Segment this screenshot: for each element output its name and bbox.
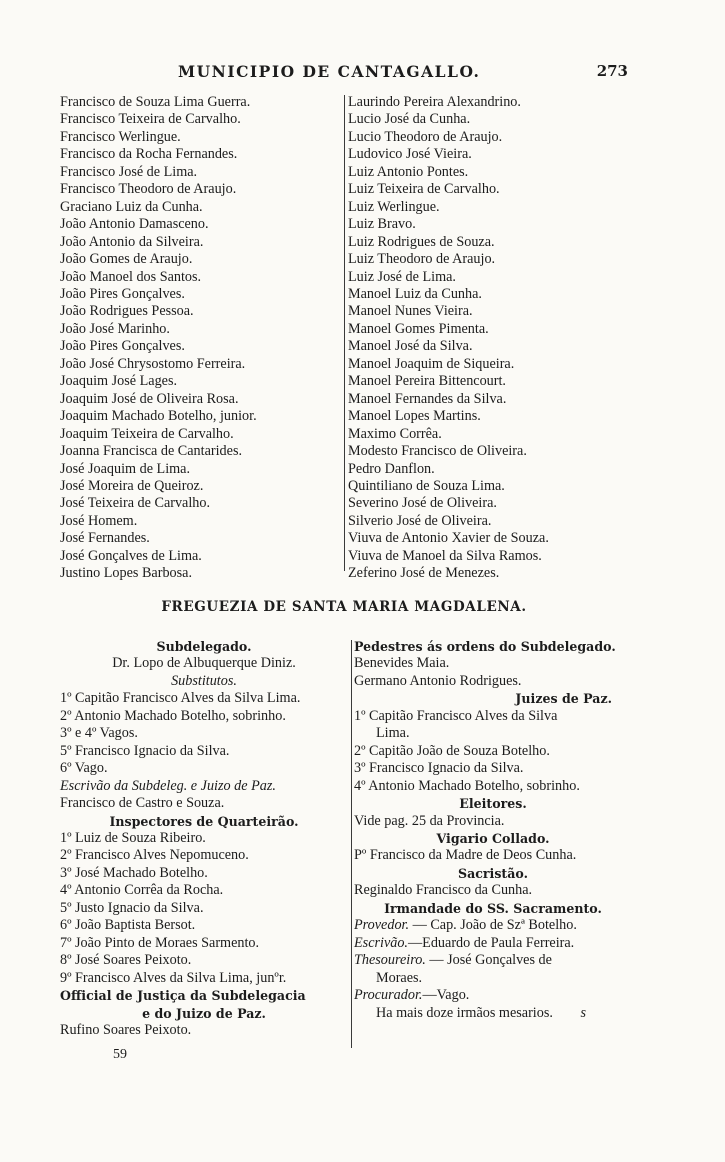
name-entry: José Teixeira de Carvalho. [60, 495, 211, 512]
irmandade-heading: Irmandade do SS. Sacramento. [384, 900, 602, 916]
tesoureiro-line [354, 952, 632, 969]
pedestre-entry: Germano Antonio Rodrigues. [354, 672, 522, 689]
name-entry: Francisco de Souza Lima Guerra. [60, 94, 251, 110]
procurador-label: Procurador. [354, 987, 423, 1004]
name-entry: João Manoel dos Santos. [60, 268, 202, 285]
name-entry: Lucio José da Cunha. [348, 111, 471, 128]
name-entry: Luiz Rodrigues de Souza. [348, 233, 495, 250]
procurador-line [354, 987, 632, 1004]
name-entry: Joaquim Teixeira de Carvalho. [60, 425, 234, 442]
officials-left-column [60, 638, 348, 1039]
name-entry: Laurindo Pereira Alexandrino. [348, 94, 521, 110]
provedor-line [354, 917, 632, 934]
sacristao-heading: Sacristão. [458, 865, 528, 881]
name-entry: Manoel José da Silva. [348, 338, 473, 355]
official-name: Rufino Soares Peixoto. [60, 1021, 192, 1038]
column-divider-bottom [351, 640, 352, 1048]
column-divider-top [344, 95, 345, 571]
name-entry: João Pires Gonçalves. [60, 338, 185, 355]
name-entry: Ludovico José Vieira. [348, 146, 472, 163]
inspector-entry: 3º José Machado Botelho. [60, 864, 208, 881]
official-heading-line-2: e do Juizo de Paz. [142, 1005, 266, 1021]
name-entry: Viuva de Antonio Xavier de Souza. [348, 530, 549, 547]
name-entry: Manoel Joaquim de Siqueira. [348, 355, 515, 372]
inspector-entry: 8º José Soares Peixoto. [60, 952, 192, 969]
name-entry: Maximo Corrêa. [348, 425, 442, 442]
substituto-entry: 5º Francisco Ignacio da Silva. [60, 742, 230, 759]
juizes-heading: Juizes de Paz. [515, 691, 612, 707]
name-entry: Joaquim José de Oliveira Rosa. [60, 390, 239, 407]
name-entry: Francisco José de Lima. [60, 163, 198, 180]
eleitores-text: Vide pag. 25 da Provincia. [354, 812, 505, 829]
mesarios-text: Ha mais doze irmãos mesarios. [376, 1004, 553, 1021]
names-list-left [60, 94, 340, 583]
page-folio: 59 [113, 1047, 127, 1062]
name-entry: Joaquim José Lages. [60, 373, 178, 390]
provedor-label: Provedor. [354, 917, 410, 934]
name-entry: Luiz Teixeira de Carvalho. [348, 181, 500, 198]
substituto-entry: 2º Antonio Machado Botelho, sobrinho. [60, 707, 286, 724]
name-entry: João José Marinho. [60, 320, 170, 337]
escrivao-label: Escrivão da Subdeleg. e Juizo de Paz. [60, 777, 276, 794]
name-entry: Manoel Gomes Pimenta. [348, 320, 489, 337]
escrivao-line [354, 935, 632, 952]
name-entry: José Moreira de Queiroz. [60, 477, 204, 494]
section-title: FREGUEZIA DE SANTA MARIA MAGDALENA. [161, 599, 527, 615]
juiz-1-cont: Lima. [376, 725, 410, 742]
name-entry: Manoel Fernandes da Silva. [348, 390, 507, 407]
tesoureiro-cont: Moraes. [376, 969, 423, 986]
substitutos-heading: Substitutos. [171, 672, 237, 689]
name-entry: João José Chrysostomo Ferreira. [60, 355, 246, 372]
pedestres-heading: Pedestres ás ordens do Subdelegado. [354, 639, 616, 654]
name-entry: Joaquim Machado Botelho, junior. [60, 408, 257, 425]
name-entry: Luiz Theodoro de Araujo. [348, 251, 496, 268]
escrivao-name: Francisco de Castro e Souza. [60, 795, 225, 812]
name-entry: Manoel Lopes Martins. [348, 408, 481, 425]
escrivao-irmandade-value: —Eduardo de Paula Ferreira. [407, 934, 575, 951]
name-entry: Viuva de Manoel da Silva Ramos. [348, 547, 542, 564]
name-entry: José Joaquim de Lima. [60, 460, 191, 477]
name-entry: Justino Lopes Barbosa. [60, 565, 193, 582]
substituto-entry: 1º Capitão Francisco Alves da Silva Lima. [60, 690, 301, 707]
pedestres-list [354, 655, 632, 690]
name-entry: Manoel Nunes Vieira. [348, 303, 473, 320]
name-entry: João Rodrigues Pessoa. [60, 303, 194, 320]
tesoureiro-value: — José Gonçalves de [429, 952, 552, 969]
sacristao-name: Reginaldo Francisco da Cunha. [354, 882, 533, 899]
names-list-right [348, 94, 628, 583]
name-entry: José Gonçalves de Lima. [60, 547, 202, 564]
substituto-entry: 3º e 4º Vagos. [60, 725, 138, 742]
name-entry: Joanna Francisca de Cantarides. [60, 443, 243, 460]
substitutos-list [60, 690, 348, 777]
juiz-entry: 3º Francisco Ignacio da Silva. [354, 760, 524, 777]
inspector-entry: 2º Francisco Alves Nepomuceno. [60, 847, 249, 864]
juizes-list [354, 743, 632, 795]
juiz-1-line: 1º Capitão Francisco Alves da Silva [354, 707, 558, 724]
name-entry: Luiz Werlingue. [348, 198, 440, 215]
eleitores-heading: Eleitores. [459, 796, 527, 812]
inspector-entry: 4º Antonio Corrêa da Rocha. [60, 882, 224, 899]
escrivao-irmandade-label: Escrivão. [354, 934, 408, 951]
mesarios-line [354, 1005, 632, 1022]
officials-right-column [354, 638, 632, 1022]
name-entry: Francisco Teixeira de Carvalho. [60, 111, 241, 128]
procurador-value: —Vago. [422, 987, 470, 1004]
name-entry: Modesto Francisco de Oliveira. [348, 443, 527, 460]
pedestre-entry: Benevides Maia. [354, 655, 450, 672]
vigario-name: Pº Francisco da Madre de Deos Cunha. [354, 847, 577, 864]
inspector-entry: 5º Justo Ignacio da Silva. [60, 899, 204, 916]
name-entry: Graciano Luiz da Cunha. [60, 198, 203, 215]
running-header [60, 62, 628, 84]
vigario-heading: Vigario Collado. [436, 830, 550, 846]
juiz-entry: 4º Antonio Machado Botelho, sobrinho. [354, 777, 580, 794]
name-entry: Francisco Werlingue. [60, 128, 181, 145]
name-entry: Luiz Antonio Pontes. [348, 163, 469, 180]
name-entry: Francisco da Rocha Fernandes. [60, 146, 238, 163]
name-entry: Lucio Theodoro de Araujo. [348, 128, 503, 145]
name-entry: João Antonio Damasceno. [60, 216, 209, 233]
official-heading-line-1: Official de Justiça da Subdelegacia [60, 988, 306, 1004]
name-entry: Manoel Pereira Bittencourt. [348, 373, 506, 390]
name-entry: João Antonio da Silveira. [60, 233, 204, 250]
name-entry: Silverio José de Oliveira. [348, 512, 492, 529]
name-entry: João Pires Gonçalves. [60, 285, 185, 302]
substituto-entry: 6º Vago. [60, 760, 108, 777]
name-entry: José Fernandes. [60, 530, 150, 547]
name-entry: Francisco Theodoro de Araujo. [60, 181, 237, 198]
inspector-entry: 6º João Baptista Bersot. [60, 917, 196, 934]
page-number: 273 [596, 62, 628, 80]
name-entry: Luiz José de Lima. [348, 268, 456, 285]
juiz-entry: 2º Capitão João de Souza Botelho. [354, 742, 550, 759]
signature-mark: s [580, 1004, 586, 1021]
subdelegado-heading: Subdelegado. [156, 639, 252, 654]
inspectores-heading: Inspectores de Quarteirão. [109, 813, 299, 829]
subdelegado-name: Dr. Lopo de Albuquerque Diniz. [112, 655, 296, 672]
name-entry: Pedro Danflon. [348, 460, 435, 477]
name-entry: Luiz Bravo. [348, 216, 416, 233]
name-entry: Quintiliano de Souza Lima. [348, 477, 505, 494]
inspectores-list [60, 830, 348, 987]
page-title: MUNICIPIO DE CANTAGALLO. [178, 62, 481, 81]
name-entry: Severino José de Oliveira. [348, 495, 497, 512]
inspector-entry: 9º Francisco Alves da Silva Lima, junºr. [60, 969, 287, 986]
inspector-entry: 7º João Pinto de Moraes Sarmento. [60, 934, 260, 951]
tesoureiro-label: Thesoureiro. [354, 952, 426, 969]
name-entry: José Homem. [60, 512, 138, 529]
provedor-value: — Cap. João de Szª Botelho. [412, 917, 577, 934]
name-entry: Manoel Luiz da Cunha. [348, 285, 482, 302]
inspector-entry: 1º Luiz de Souza Ribeiro. [60, 829, 206, 846]
name-entry: João Gomes de Araujo. [60, 251, 193, 268]
name-entry: Zeferino José de Menezes. [348, 565, 500, 582]
